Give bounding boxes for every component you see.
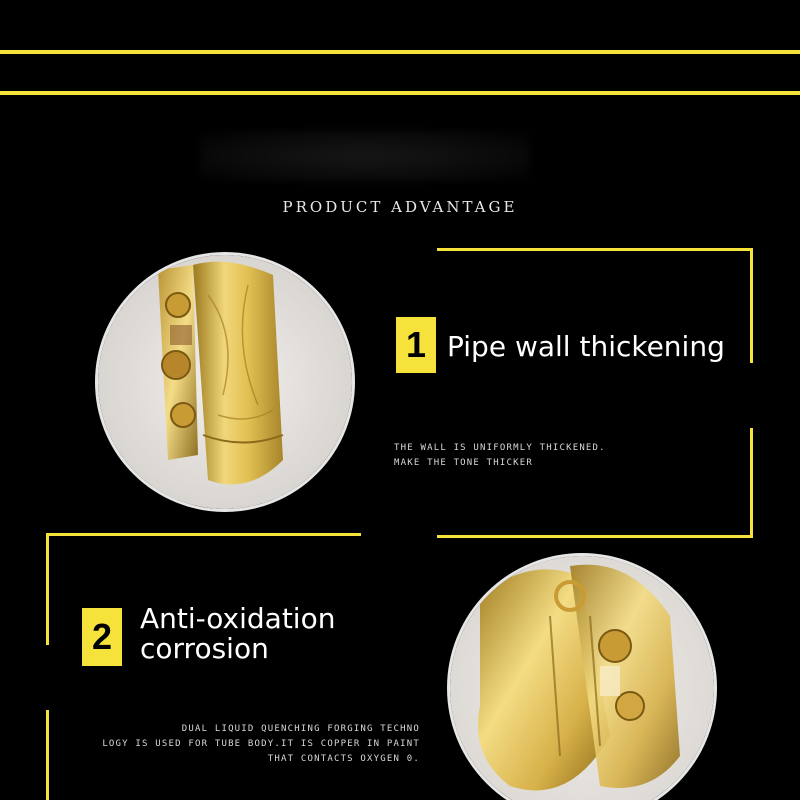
section-heading	[0, 198, 800, 216]
feature-2-photo-saxophone-body	[447, 553, 717, 800]
feature-1-description	[394, 441, 734, 471]
feature-1-number: 1	[405, 324, 427, 365]
feature-1-frame-top	[437, 248, 753, 251]
feature-2-description-line-3: THAT CONTACTS OXYGEN 0.	[267, 754, 420, 764]
feature-2-title-line-2: corrosion	[140, 632, 269, 665]
top-band-line-1	[0, 50, 800, 54]
feature-1-number-badge	[396, 317, 436, 373]
feature-2-description-line-2: LOGY IS USED FOR TUBE BODY.IT IS COPPER IN PAINT	[102, 739, 420, 749]
feature-1-frame-bottom	[437, 535, 753, 538]
ghost-title-shadow	[200, 130, 530, 182]
feature-2-title-line-1: Anti-oxidation	[140, 602, 336, 635]
feature-2-frame-left-lower	[46, 710, 49, 800]
feature-2-number: 2	[91, 616, 113, 657]
section-heading-text: PRODUCT ADVANTAGE	[282, 198, 518, 216]
feature-1-frame-right-upper	[750, 248, 753, 363]
top-band-line-2	[0, 91, 800, 95]
feature-1-photo-saxophone-bell	[95, 252, 355, 512]
feature-2-description-line-1: DUAL LIQUID QUENCHING FORGING TECHNO	[181, 724, 420, 734]
feature-1-description-line-1: THE WALL IS UNIFORMLY THICKENED.	[394, 443, 606, 453]
feature-2-frame-top	[46, 533, 361, 536]
feature-2-number-badge	[82, 608, 122, 666]
feature-1-frame-right-lower	[750, 428, 753, 538]
feature-2-title	[140, 604, 380, 664]
feature-1-title: Pipe wall thickening	[447, 330, 725, 363]
feature-2-frame-left-upper	[46, 533, 49, 645]
feature-1-description-line-2: MAKE THE TONE THICKER	[394, 458, 533, 468]
feature-2-description	[80, 722, 420, 767]
